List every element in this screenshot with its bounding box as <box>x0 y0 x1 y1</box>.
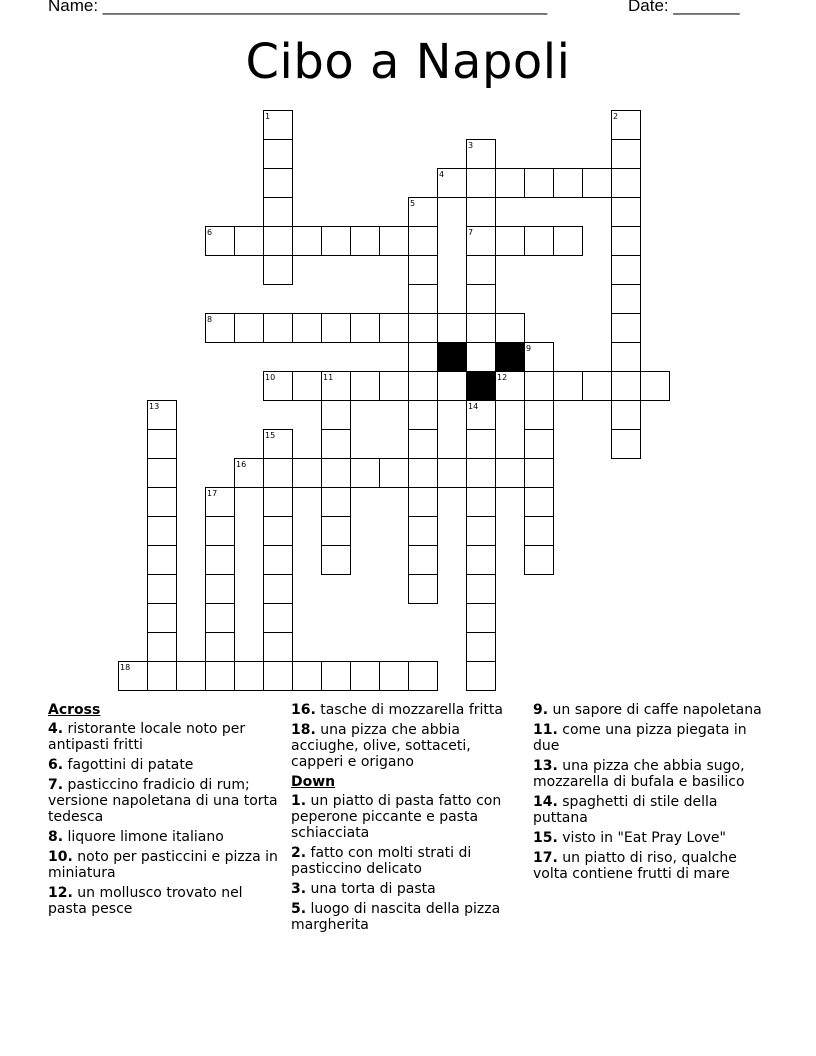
clue-number: 3 <box>468 141 474 150</box>
grid-cell[interactable] <box>264 662 293 691</box>
grid-cell[interactable] <box>525 488 554 517</box>
clue-item <box>291 722 526 770</box>
grid-cell[interactable] <box>322 517 351 546</box>
grid-cell[interactable] <box>264 169 293 198</box>
grid-cell[interactable] <box>148 546 177 575</box>
grid-cell[interactable] <box>322 662 351 691</box>
clue-item-text: una pizza che abbia sugo, mozzarella di bufala e basilico <box>533 758 745 790</box>
grid-cell[interactable] <box>351 314 380 343</box>
clue-item-number: 7. <box>48 777 64 793</box>
clue-item <box>533 794 768 826</box>
grid-cell[interactable] <box>264 140 293 169</box>
grid-cell[interactable] <box>264 633 293 662</box>
grid-cell[interactable] <box>380 372 409 401</box>
clue-item-number: 10. <box>48 849 73 865</box>
grid-cell[interactable] <box>467 314 496 343</box>
grid-cell[interactable] <box>496 169 525 198</box>
grid-cell[interactable] <box>264 575 293 604</box>
grid-cell[interactable] <box>525 546 554 575</box>
clue-item-text: pasticcino fradicio di rum; versione napoletana di una torta tedesca <box>48 777 278 825</box>
clue-number: 16 <box>236 460 247 469</box>
grid-cell[interactable] <box>235 662 264 691</box>
grid-cell[interactable] <box>235 314 264 343</box>
grid-cell[interactable] <box>467 488 496 517</box>
clue-number: 9 <box>526 344 532 353</box>
grid-cell[interactable] <box>612 372 641 401</box>
grid-cell[interactable] <box>467 430 496 459</box>
clue-item <box>291 845 526 877</box>
grid-cell[interactable] <box>380 662 409 691</box>
grid-cell[interactable] <box>264 314 293 343</box>
clue-item-text: come una pizza piegata in due <box>533 722 747 754</box>
clue-item-number: 18. <box>291 722 316 738</box>
grid-cell[interactable] <box>583 169 612 198</box>
grid-cell[interactable] <box>554 372 583 401</box>
clue-item-number: 2. <box>291 845 307 861</box>
clue-item-text: una torta di pasta <box>310 881 436 897</box>
clue-number: 5 <box>410 199 416 208</box>
clue-item <box>533 722 768 754</box>
grid-cell[interactable] <box>467 662 496 691</box>
clue-item-text: noto per pasticcini e pizza in miniatura <box>48 849 278 881</box>
grid-cell[interactable] <box>293 662 322 691</box>
grid-cell-blocked <box>496 343 525 372</box>
grid-cell[interactable] <box>496 459 525 488</box>
grid-cell[interactable] <box>467 256 496 285</box>
grid-cell[interactable] <box>496 227 525 256</box>
grid-cell[interactable] <box>525 372 554 401</box>
grid-cell[interactable] <box>148 517 177 546</box>
clue-number: 10 <box>265 373 276 382</box>
grid-cell[interactable] <box>380 227 409 256</box>
clues-column-3 <box>533 702 768 886</box>
grid-cell[interactable] <box>148 662 177 691</box>
grid-cell[interactable] <box>583 372 612 401</box>
clue-number: 7 <box>468 228 474 237</box>
grid-cell[interactable] <box>525 227 554 256</box>
across-heading: Across <box>48 702 101 718</box>
grid-cell[interactable] <box>467 604 496 633</box>
clue-item <box>291 881 526 897</box>
grid-cell[interactable] <box>264 546 293 575</box>
grid-cell[interactable] <box>293 314 322 343</box>
clue-item-number: 5. <box>291 901 307 917</box>
grid-cell[interactable] <box>554 227 583 256</box>
clue-item-text: fagottini di patate <box>67 757 194 773</box>
clue-item-number: 12. <box>48 885 73 901</box>
grid-cell[interactable] <box>467 169 496 198</box>
grid-cell[interactable] <box>206 546 235 575</box>
clue-item-number: 1. <box>291 793 307 809</box>
clue-item-number: 9. <box>533 702 549 718</box>
grid-cell[interactable] <box>322 227 351 256</box>
grid-cell[interactable] <box>467 198 496 227</box>
grid-cell[interactable] <box>293 459 322 488</box>
grid-cell[interactable] <box>409 488 438 517</box>
grid-cell[interactable] <box>293 227 322 256</box>
grid-cell[interactable] <box>206 575 235 604</box>
clue-item-number: 8. <box>48 829 64 845</box>
clue-item-text: tasche di mozzarella fritta <box>320 702 503 718</box>
grid-cell[interactable] <box>235 227 264 256</box>
clue-item <box>533 830 768 846</box>
grid-cell[interactable] <box>409 285 438 314</box>
grid-cell[interactable] <box>438 372 467 401</box>
clue-item-text: luogo di nascita della pizza margherita <box>291 901 501 933</box>
clue-item <box>48 885 283 917</box>
clue-item <box>48 777 283 825</box>
grid-cell[interactable] <box>206 633 235 662</box>
clue-number: 12 <box>497 373 508 382</box>
clue-number: 8 <box>207 315 213 324</box>
grid-cell[interactable] <box>467 459 496 488</box>
clue-number: 1 <box>265 112 271 121</box>
clue-item-number: 16. <box>291 702 316 718</box>
grid-cell[interactable] <box>264 604 293 633</box>
grid-cell[interactable] <box>409 227 438 256</box>
puzzle-title: Cibo a Napoli <box>245 34 571 90</box>
clue-number: 11 <box>323 373 334 382</box>
grid-cell[interactable] <box>409 401 438 430</box>
grid-cell[interactable] <box>467 517 496 546</box>
grid-cell[interactable] <box>148 633 177 662</box>
clue-item <box>533 758 768 790</box>
grid-cell[interactable] <box>467 633 496 662</box>
clue-item-text: visto in "Eat Pray Love" <box>562 830 726 846</box>
grid-cell[interactable] <box>264 459 293 488</box>
grid-cell[interactable] <box>612 227 641 256</box>
clue-item-number: 3. <box>291 881 307 897</box>
clue-number: 17 <box>207 489 218 498</box>
clue-number: 13 <box>149 402 160 411</box>
grid-cell[interactable] <box>467 546 496 575</box>
grid-cell[interactable] <box>322 401 351 430</box>
clue-item <box>291 702 526 718</box>
clue-item-text: una pizza che abbia acciughe, olive, sottaceti, capperi e origano <box>291 722 471 770</box>
grid-cell[interactable] <box>322 430 351 459</box>
grid-cell[interactable] <box>612 285 641 314</box>
name-field-label: Name: _______________________________________________ <box>48 0 548 15</box>
grid-cell[interactable] <box>409 575 438 604</box>
grid-cell[interactable] <box>206 662 235 691</box>
grid-cell[interactable] <box>612 169 641 198</box>
clue-item-text: un piatto di riso, qualche volta contiene frutti di mare <box>533 850 737 882</box>
clue-number: 15 <box>265 431 276 440</box>
grid-cell[interactable] <box>177 662 206 691</box>
clue-item <box>291 901 526 933</box>
grid-cell[interactable] <box>409 546 438 575</box>
clue-item <box>48 849 283 881</box>
grid-cell[interactable] <box>264 227 293 256</box>
clue-item <box>291 793 526 841</box>
grid-cell[interactable] <box>380 314 409 343</box>
clue-number: 18 <box>120 663 131 672</box>
clue-item <box>533 850 768 882</box>
grid-cell[interactable] <box>351 227 380 256</box>
grid-cell[interactable] <box>438 314 467 343</box>
grid-cell[interactable] <box>525 430 554 459</box>
grid-cell[interactable] <box>351 372 380 401</box>
clues-column-1 <box>48 702 283 921</box>
grid-cell[interactable] <box>148 459 177 488</box>
grid-cell[interactable] <box>612 140 641 169</box>
clue-item <box>48 721 283 753</box>
grid-cell[interactable] <box>409 459 438 488</box>
grid-cell[interactable] <box>554 169 583 198</box>
grid-cell[interactable] <box>322 546 351 575</box>
grid-cell[interactable] <box>467 343 496 372</box>
grid-cell[interactable] <box>148 604 177 633</box>
grid-cell-blocked <box>467 372 496 401</box>
clue-item <box>48 757 283 773</box>
grid-cell[interactable] <box>264 198 293 227</box>
grid-cell[interactable] <box>641 372 670 401</box>
grid-cell[interactable] <box>380 459 409 488</box>
grid-cell[interactable] <box>148 488 177 517</box>
grid-cell[interactable] <box>467 285 496 314</box>
clue-item-number: 6. <box>48 757 64 773</box>
grid-cell[interactable] <box>467 575 496 604</box>
grid-cell[interactable] <box>612 343 641 372</box>
clues-column-2 <box>291 702 526 937</box>
clue-number: 6 <box>207 228 213 237</box>
clue-number: 2 <box>613 112 619 121</box>
grid-cell[interactable] <box>612 314 641 343</box>
grid-cell[interactable] <box>264 256 293 285</box>
grid-cell[interactable] <box>148 575 177 604</box>
grid-cell[interactable] <box>351 459 380 488</box>
grid-cell[interactable] <box>264 517 293 546</box>
grid-cell[interactable] <box>322 459 351 488</box>
clue-item-number: 15. <box>533 830 558 846</box>
clue-number: 14 <box>468 402 479 411</box>
grid-cell[interactable] <box>322 488 351 517</box>
grid-cell[interactable] <box>612 430 641 459</box>
grid-cell[interactable] <box>206 517 235 546</box>
grid-cell[interactable] <box>409 314 438 343</box>
clue-item-text: fatto con molti strati di pasticcino delicato <box>291 845 472 877</box>
clue-item-text: un piatto di pasta fatto con peperone piccante e pasta schiacciata <box>291 793 502 841</box>
grid-cell[interactable] <box>322 314 351 343</box>
clue-item-number: 17. <box>533 850 558 866</box>
down-heading: Down <box>291 774 336 790</box>
grid-cell-blocked <box>438 343 467 372</box>
grid-cell[interactable] <box>409 343 438 372</box>
grid-cell[interactable] <box>264 488 293 517</box>
grid-cell[interactable] <box>293 372 322 401</box>
clue-item-number: 11. <box>533 722 558 738</box>
date-field-label: Date: _______ <box>628 0 740 15</box>
clue-item-number: 14. <box>533 794 558 810</box>
grid-cell[interactable] <box>612 401 641 430</box>
grid-cell[interactable] <box>525 459 554 488</box>
grid-cell[interactable] <box>525 169 554 198</box>
grid-cell[interactable] <box>148 430 177 459</box>
grid-cell[interactable] <box>351 662 380 691</box>
clue-item-text: liquore limone italiano <box>67 829 224 845</box>
grid-cell[interactable] <box>409 662 438 691</box>
grid-cell[interactable] <box>409 372 438 401</box>
grid-cell[interactable] <box>206 604 235 633</box>
clue-item-number: 13. <box>533 758 558 774</box>
grid-cell[interactable] <box>612 256 641 285</box>
clue-item-number: 4. <box>48 721 64 737</box>
clue-item-text: un mollusco trovato nel pasta pesce <box>48 885 243 917</box>
grid-cell[interactable] <box>409 430 438 459</box>
grid-cell[interactable] <box>438 459 467 488</box>
grid-cell[interactable] <box>612 198 641 227</box>
grid-cell[interactable] <box>409 517 438 546</box>
clue-item-text: spaghetti di stile della puttana <box>533 794 718 826</box>
grid-cell[interactable] <box>525 401 554 430</box>
clue-item <box>533 702 768 718</box>
clue-item-text: ristorante locale noto per antipasti fritti <box>48 721 246 753</box>
grid-cell[interactable] <box>409 256 438 285</box>
clue-number: 4 <box>439 170 445 179</box>
clue-item <box>48 829 283 845</box>
grid-cell[interactable] <box>525 517 554 546</box>
clue-item-text: un sapore di caffe napoletana <box>552 702 762 718</box>
grid-cell[interactable] <box>496 314 525 343</box>
